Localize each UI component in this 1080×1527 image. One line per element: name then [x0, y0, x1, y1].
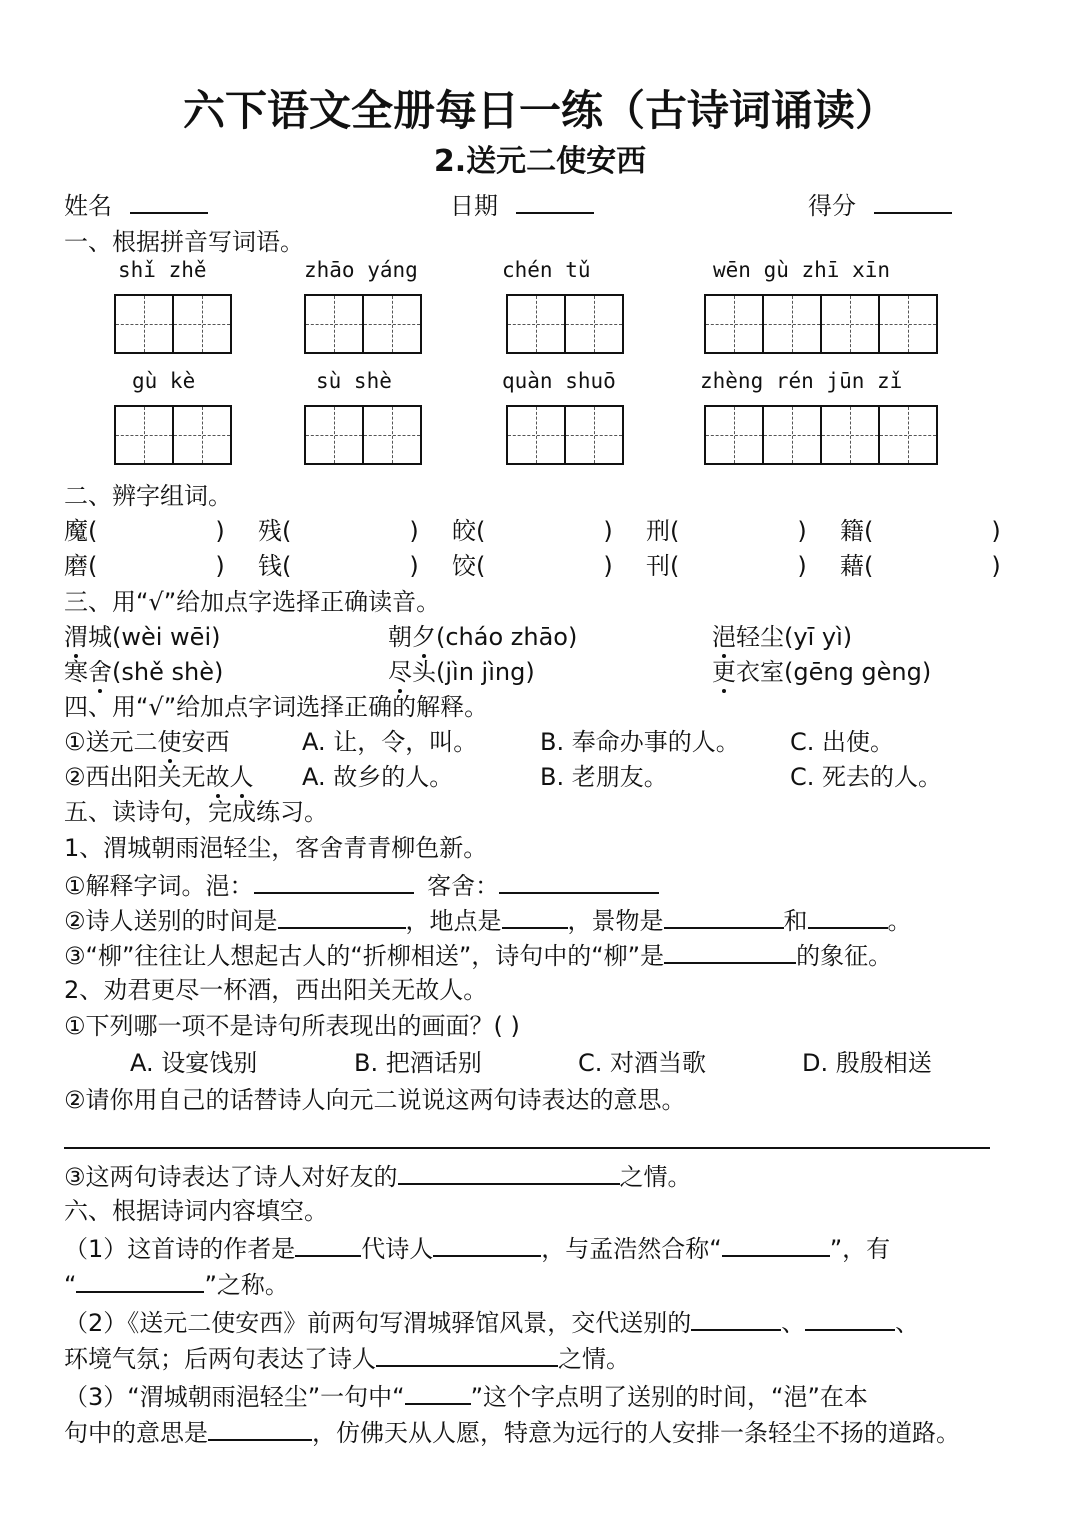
- section-3-heading: 三、用“√”给加点字选择正确读音。: [64, 588, 441, 616]
- writing-grid[interactable]: [304, 405, 420, 465]
- char-word-blank[interactable]: 藉( ): [840, 552, 1001, 580]
- date-field[interactable]: [450, 186, 594, 224]
- meaning-option-a[interactable]: A. 故乡的人。: [302, 763, 454, 791]
- char-word-blank[interactable]: 磨( ): [64, 552, 225, 580]
- meaning-option-c[interactable]: C. 出使。: [790, 728, 895, 756]
- fill-question-3[interactable]: （3）“渭城朝雨浥轻尘”一句中“ ”这个字点明了送别的时间，“浥”在本: [64, 1377, 868, 1415]
- poem-line-2: 2、劝君更尽一杯酒，西出阳关无故人。: [64, 976, 488, 1004]
- name-field[interactable]: [64, 186, 208, 224]
- pinyin-label: wēn gù zhī xīn: [713, 258, 891, 282]
- poem-line-1: 1、渭城朝雨浥轻尘，客舍青青柳色新。: [64, 834, 488, 862]
- meaning-question-2: ②西出阳关无故人: [64, 763, 254, 791]
- reading-choice[interactable]: 浥轻尘(yī yì): [712, 623, 853, 651]
- lesson-subtitle: 2.送元二使安西: [433, 144, 647, 179]
- answer-line[interactable]: [64, 1147, 990, 1149]
- emotion-question[interactable]: ③这两句诗表达了诗人对好友的 之情。: [64, 1157, 692, 1195]
- meaning-question-1: ①送元二使安西: [64, 728, 230, 756]
- fill-question-1[interactable]: （1）这首诗的作者是 代诗人 ，与孟浩然合称“ ”，有: [64, 1229, 890, 1267]
- char-word-blank[interactable]: 钱( ): [258, 552, 419, 580]
- pinyin-label: gù kè: [132, 369, 196, 393]
- char-word-blank[interactable]: 饺( ): [452, 552, 613, 580]
- char-word-blank[interactable]: 刑( ): [646, 517, 807, 545]
- pinyin-label: zhèng rén jūn zǐ: [700, 369, 903, 393]
- reading-choice[interactable]: 渭城(wèi wēi): [64, 623, 221, 651]
- paraphrase-question: ②请你用自己的话替诗人向元二说说这两句诗表达的意思。: [64, 1086, 686, 1114]
- char-word-blank[interactable]: 残( ): [258, 517, 419, 545]
- meaning-option-b[interactable]: B. 老朋友。: [540, 763, 668, 791]
- section-2-heading: 二、辨字组词。: [64, 482, 232, 510]
- char-word-blank[interactable]: 皎( ): [452, 517, 613, 545]
- meaning-option-b[interactable]: B. 奉命办事的人。: [540, 728, 740, 756]
- writing-grid[interactable]: [704, 405, 936, 465]
- score-field[interactable]: [808, 186, 952, 224]
- char-word-blank[interactable]: 魔( ): [64, 517, 225, 545]
- name-label: 姓名: [64, 192, 112, 220]
- choice-question[interactable]: ①下列哪一项不是诗句所表现出的画面？( ): [64, 1012, 520, 1040]
- section-5-heading: 五、读诗句，完成练习。: [64, 798, 328, 826]
- meaning-option-a[interactable]: A. 让，令，叫。: [302, 728, 478, 756]
- writing-grid[interactable]: [506, 405, 622, 465]
- date-label: 日期: [450, 192, 498, 220]
- writing-grid[interactable]: [114, 405, 230, 465]
- fill-question-2-cont[interactable]: 环境气氛；后两句表达了诗人 之情。: [64, 1339, 630, 1377]
- writing-grid[interactable]: [506, 294, 622, 354]
- section-6-heading: 六、根据诗词内容填空。: [64, 1197, 328, 1225]
- option-d[interactable]: D. 殷殷相送: [802, 1049, 932, 1077]
- willow-symbol-question[interactable]: ③“柳”往往让人想起古人的“折柳相送”，诗句中的“柳”是 的象征。: [64, 936, 892, 974]
- pinyin-label: sù shè: [316, 369, 392, 393]
- page-title: 六下语文全册每日一练（古诗词诵读）: [182, 86, 897, 135]
- fill-question-1-cont[interactable]: “ ”之称。: [64, 1265, 289, 1303]
- writing-grid[interactable]: [114, 294, 230, 354]
- pinyin-label: quàn shuō: [502, 369, 616, 393]
- score-label: 得分: [808, 192, 856, 220]
- writing-grid[interactable]: [704, 294, 936, 354]
- pinyin-label: chén tǔ: [502, 258, 591, 282]
- time-place-question[interactable]: ②诗人送别的时间是 ，地点是 ，景物是 和 。: [64, 901, 912, 939]
- fill-question-2[interactable]: （2）《送元二使安西》前两句写渭城驿馆风景，交代送别的 、 、: [64, 1303, 919, 1341]
- char-word-blank[interactable]: 刊( ): [646, 552, 807, 580]
- writing-grid[interactable]: [304, 294, 420, 354]
- section-4-heading: 四、用“√”给加点字词选择正确的解释。: [64, 693, 489, 721]
- pinyin-label: shǐ zhě: [118, 258, 207, 282]
- reading-choice[interactable]: 朝夕(cháo zhāo): [388, 623, 578, 651]
- meaning-option-c[interactable]: C. 死去的人。: [790, 763, 943, 791]
- pinyin-label: zhāo yáng: [304, 258, 418, 282]
- option-a[interactable]: A. 设宴饯别: [130, 1049, 258, 1077]
- reading-choice[interactable]: 寒舍(shě shè): [64, 658, 224, 686]
- fill-question-3-cont[interactable]: 句中的意思是 ，仿佛天从人愿，特意为远行的人安排一条轻尘不扬的道路。: [64, 1413, 960, 1451]
- section-1-heading: 一、根据拼音写词语。: [64, 228, 304, 256]
- option-b[interactable]: B. 把酒话别: [354, 1049, 482, 1077]
- reading-choice[interactable]: 尽头(jìn jìng): [388, 658, 535, 686]
- reading-choice[interactable]: 更衣室(gēng gèng): [712, 658, 932, 686]
- option-c[interactable]: C. 对酒当歌: [578, 1049, 707, 1077]
- char-word-blank[interactable]: 籍( ): [840, 517, 1001, 545]
- define-words-question[interactable]: ①解释字词。浥： 客舍：: [64, 866, 659, 904]
